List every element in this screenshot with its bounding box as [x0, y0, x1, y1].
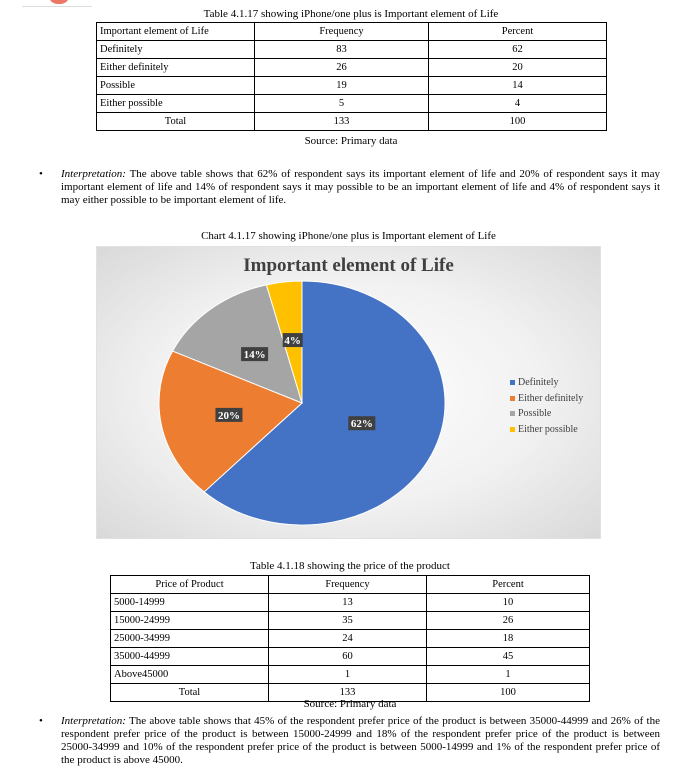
table1-header-cell: Important element of Life: [97, 23, 255, 41]
table1-caption: Table 4.1.17 showing iPhone/one plus is Important element of Life: [203, 8, 499, 20]
table1-header-cell: Frequency: [255, 23, 429, 41]
legend-item-either-definitely: [510, 391, 583, 407]
legend-label: Either definitely: [518, 392, 584, 404]
table-cell: 133: [269, 684, 427, 702]
bullet-icon: •: [39, 168, 43, 180]
svg-text:20%: 20%: [217, 409, 240, 422]
table-cell: 10: [427, 594, 590, 612]
table2: [110, 575, 590, 702]
table-cell: Either definitely: [97, 59, 255, 77]
table-cell: 62: [429, 41, 607, 59]
svg-text:62%: 62%: [350, 418, 373, 431]
table-cell: 25000-34999: [111, 630, 269, 648]
table-cell: 24: [269, 630, 427, 648]
chart-legend: [510, 375, 583, 437]
table-cell: 1: [269, 666, 427, 684]
table-cell: 26: [427, 612, 590, 630]
table1-total-row: [97, 113, 607, 131]
table-cell: 60: [269, 648, 427, 666]
table1: [96, 22, 607, 131]
table-cell: 133: [255, 113, 429, 131]
header-logo-fragment: [22, 0, 92, 7]
logo-arc-shape: [48, 0, 70, 4]
chart-title: Important element of Life: [243, 255, 454, 276]
table2-caption: Table 4.1.18 showing the price of the product: [250, 560, 450, 572]
data-label-either-definitely: [215, 408, 242, 422]
table-cell: Above45000: [111, 666, 269, 684]
table-cell: 35000-44999: [111, 648, 269, 666]
data-label-possible: [241, 347, 268, 361]
data-label-either-possible: [283, 333, 303, 347]
table2-header-cell: Frequency: [269, 576, 427, 594]
table2-header-row: [111, 576, 590, 594]
table-cell: 100: [429, 113, 607, 131]
pie-chart: [96, 246, 601, 539]
legend-swatch: [510, 396, 515, 401]
table-cell: Either possible: [97, 95, 255, 113]
table-cell: 35: [269, 612, 427, 630]
table-row: [111, 648, 590, 666]
legend-swatch: [510, 427, 515, 432]
interpretation2-paragraph: [39, 715, 660, 767]
table-row: [97, 95, 607, 113]
table-cell: 5: [255, 95, 429, 113]
interpretation1-paragraph: [39, 168, 660, 207]
table-row: [97, 77, 607, 95]
legend-swatch: [510, 380, 515, 385]
table-row: [111, 594, 590, 612]
table-cell: 5000-14999: [111, 594, 269, 612]
interpretation2-text: The above table shows that 45% of the respondent prefer price of the product is between 35000-44999 and 26% of the respondent prefer price of the product is between 15000-24999 and 18% of the respondent prefer price of the product is between 25000-34999 and 10% of the respondent prefer price of the product is between 5000-14999 and 1% of the respondent prefer price of the product is above 45000.: [61, 715, 660, 766]
table-row: [111, 612, 590, 630]
legend-item-possible: [510, 406, 583, 422]
table2-header-cell: Percent: [427, 576, 590, 594]
bullet-icon: •: [39, 715, 43, 727]
table-cell: 18: [427, 630, 590, 648]
table-cell: 20: [429, 59, 607, 77]
table-cell: 1: [427, 666, 590, 684]
svg-text:14%: 14%: [243, 349, 266, 362]
table-row: [97, 41, 607, 59]
table-row: [111, 630, 590, 648]
table-cell: 83: [255, 41, 429, 59]
table1-source: Source: Primary data: [304, 135, 398, 147]
interpretation1-label: Interpretation:: [61, 168, 126, 180]
table-cell: Possible: [97, 77, 255, 95]
table2-header-cell: Price of Product: [111, 576, 269, 594]
table1-header-cell: Percent: [429, 23, 607, 41]
data-label-definitely: [348, 416, 375, 430]
table-row: [111, 666, 590, 684]
legend-item-definitely: [510, 375, 583, 391]
interpretation2-label: Interpretation:: [61, 715, 126, 727]
legend-label: Possible: [518, 408, 552, 419]
table-cell: Total: [97, 113, 255, 131]
table-cell: 14: [429, 77, 607, 95]
table-cell: 26: [255, 59, 429, 77]
chart-caption: Chart 4.1.17 showing iPhone/one plus is Important element of Life: [201, 230, 496, 242]
table2-source: Source: Primary data: [303, 698, 397, 710]
table-row: [97, 59, 607, 77]
table1-header-row: [97, 23, 607, 41]
svg-text:4%: 4%: [284, 335, 301, 348]
table-cell: 100: [427, 684, 590, 702]
legend-item-either-possible: [510, 422, 583, 438]
table-cell: Definitely: [97, 41, 255, 59]
legend-label: Definitely: [518, 377, 559, 388]
table-cell: 15000-24999: [111, 612, 269, 630]
table-cell: 45: [427, 648, 590, 666]
legend-label: Either possible: [518, 423, 578, 435]
interpretation1-text: The above table shows that 62% of respondent says its important element of life and 20% of respondent says it may important element of life and 14% of respondent says it may possible to be an important element of life and 4% of respondent says it may either possible to be important element of life.: [61, 168, 660, 206]
table-cell: 19: [255, 77, 429, 95]
table-cell: 13: [269, 594, 427, 612]
table-cell: 4: [429, 95, 607, 113]
legend-swatch: [510, 411, 515, 416]
table-cell: Total: [111, 684, 269, 702]
